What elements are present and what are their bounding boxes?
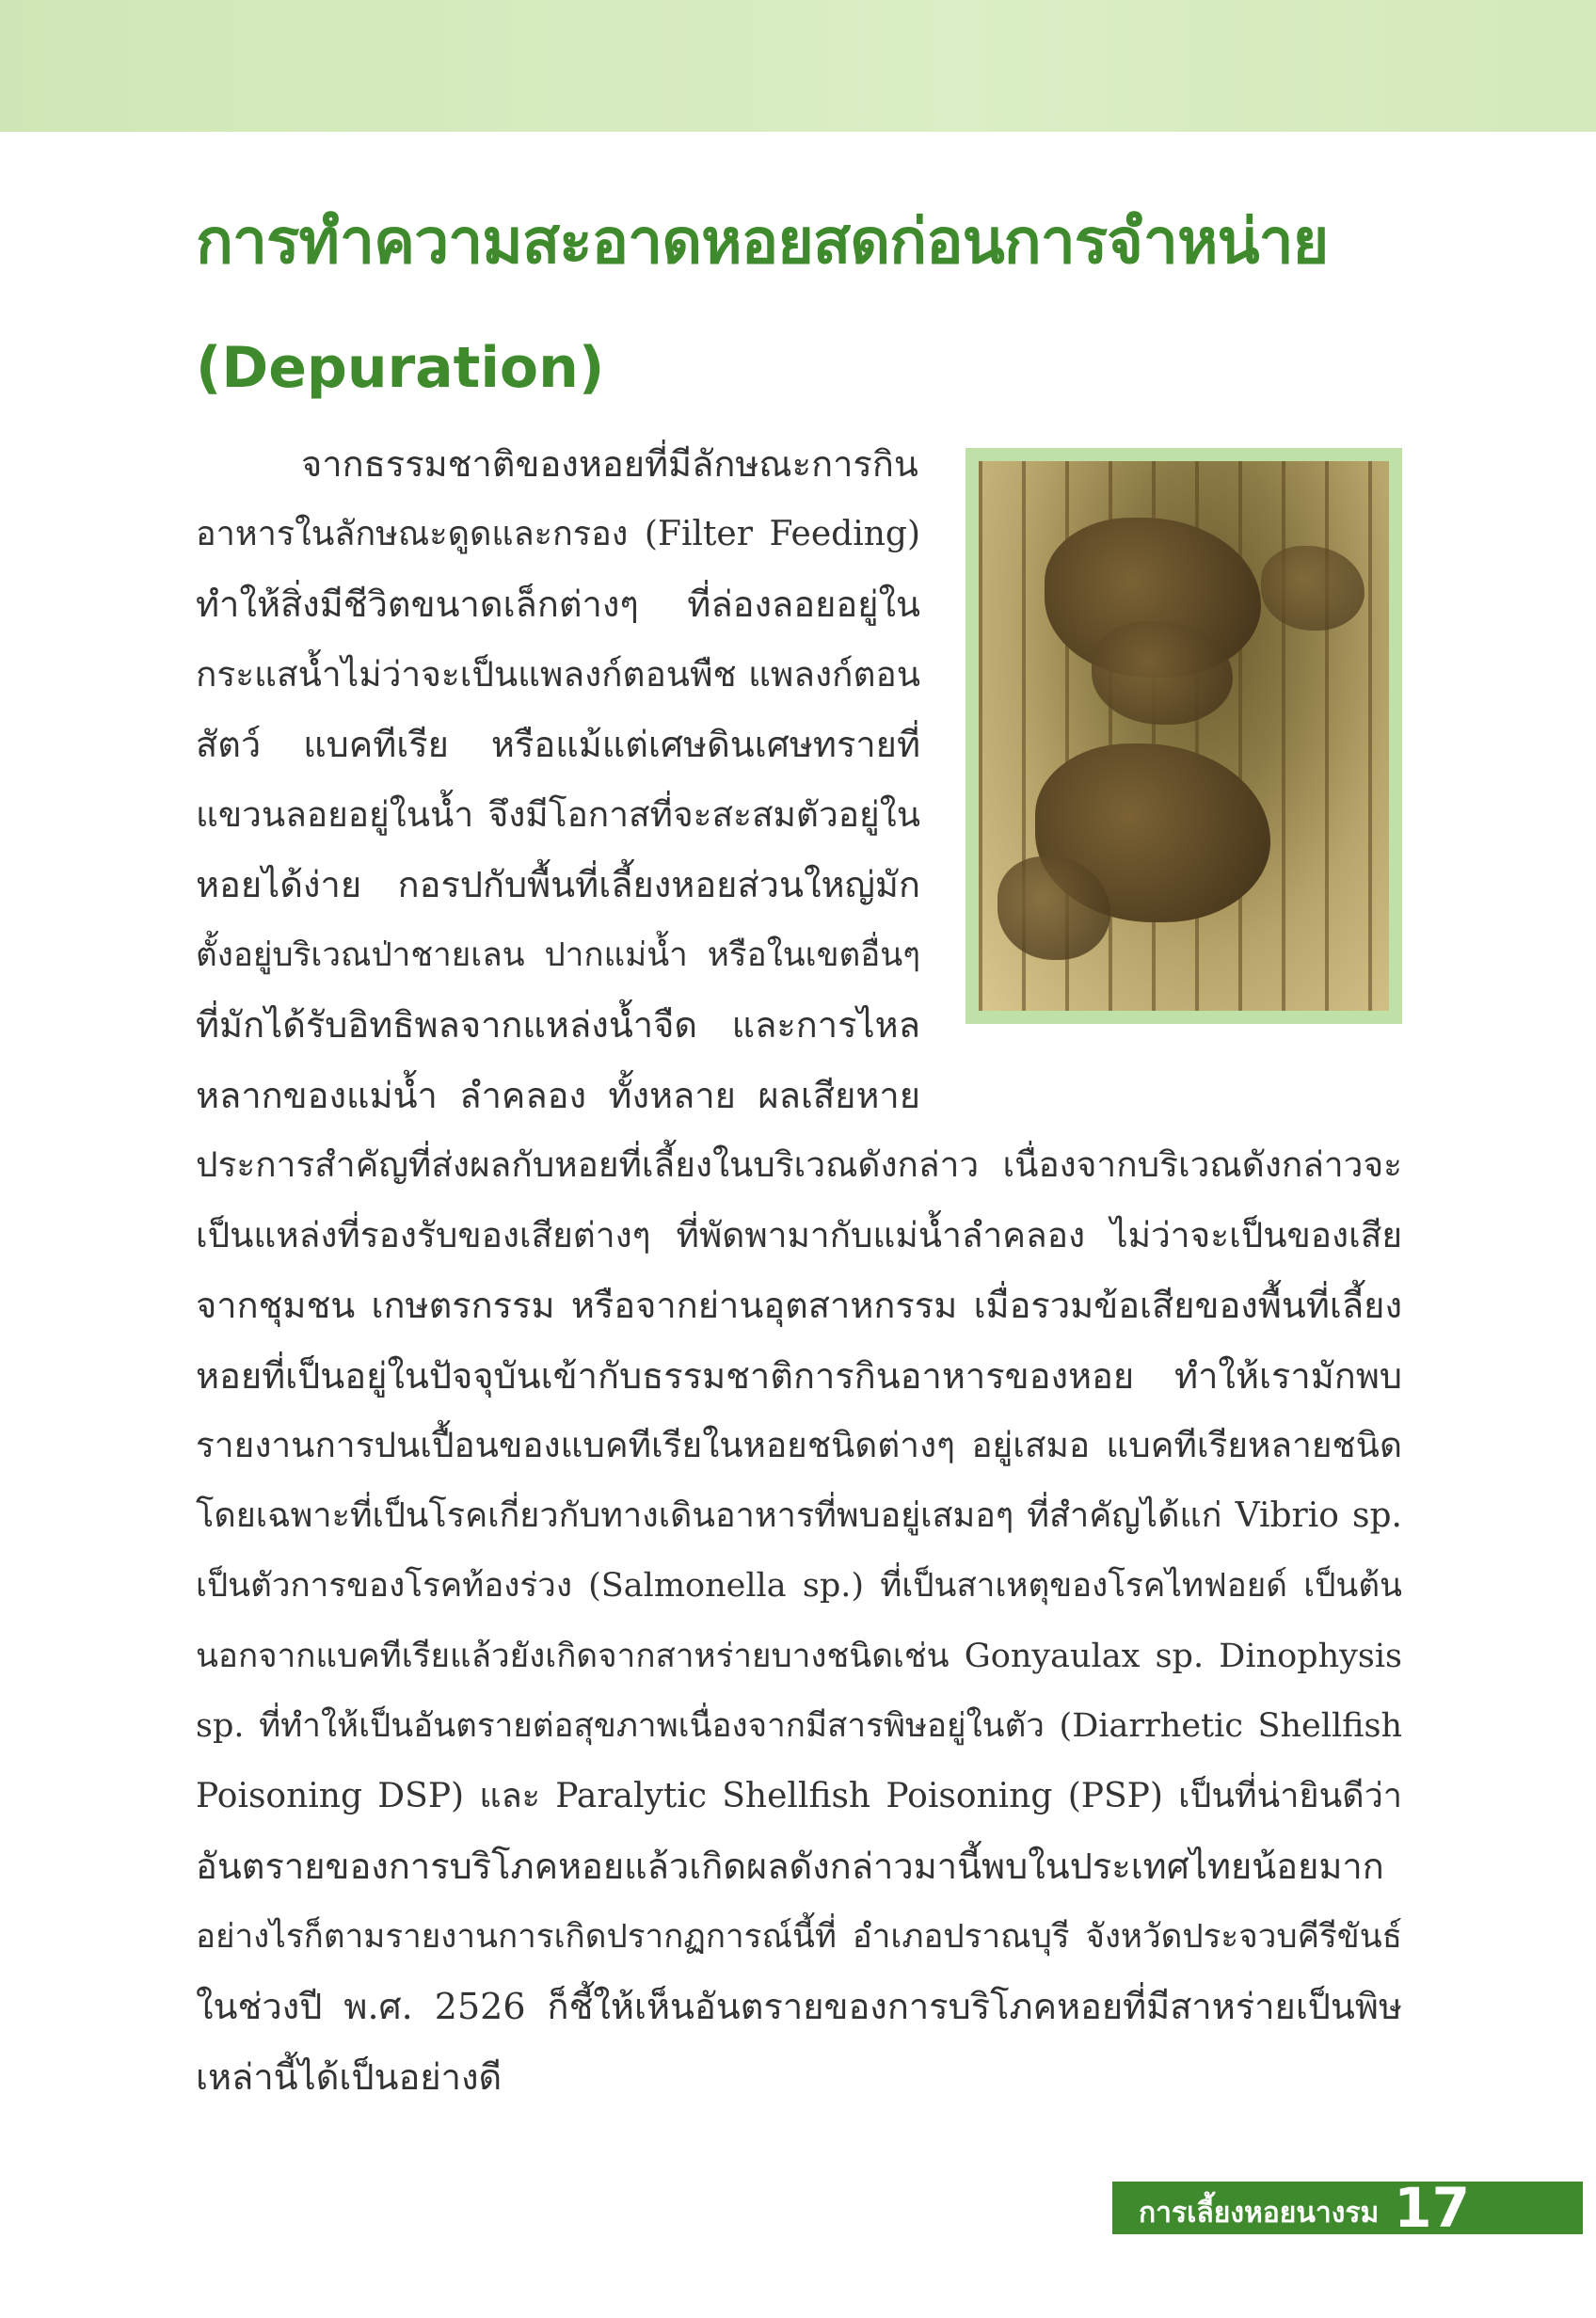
top-color-band bbox=[0, 0, 1596, 132]
page-subtitle: (Depuration) bbox=[196, 335, 605, 401]
text-line: หอยได้ง่าย กอรปกับพื้นที่เลี้ยงหอยส่วนใหญ่มัก bbox=[196, 864, 920, 905]
text-line: รายงานการปนเปื้อนของแบคทีเรียในหอยชนิดต่างๆ อยู่เสมอ แบคทีเรียหลายชนิด bbox=[196, 1425, 1402, 1465]
paragraph-intro bbox=[196, 429, 920, 1130]
text-line: จากชุมชน เกษตรกรรม หรือจากย่านอุตสาหกรรม เมื่อรวมข้อเสียของพื้นที่เลี้ยง bbox=[196, 1285, 1402, 1326]
text-line: ประการสำคัญที่ส่งผลกับหอยที่เลี้ยงในบริเวณดังกล่าว เนื่องจากบริเวณดังกล่าวจะ bbox=[196, 1144, 1402, 1185]
text-line: กระแสน้ำไม่ว่าจะเป็นแพลงก์ตอนพืช แพลงก์ตอน bbox=[196, 653, 920, 695]
text-line: โดยเฉพาะที่เป็นโรคเกี่ยวกับทางเดินอาหารที่พบอยู่เสมอๆ ที่สำคัญได้แก่ Vibrio sp. bbox=[196, 1495, 1402, 1535]
text-line: อันตรายของการบริโภคหอยแล้วเกิดผลดังกล่าวมานี้พบในประเทศไทยน้อยมาก bbox=[196, 1846, 1384, 1887]
text-line: อาหารในลักษณะดูดและกรอง (Filter Feeding) bbox=[196, 514, 920, 553]
text-line: จากธรรมชาติของหอยที่มีลักษณะการกิน bbox=[301, 443, 918, 485]
text-line: ทำให้สิ่งมีชีวิตขนาดเล็กต่างๆ ที่ล่องลอยอยู่ใน bbox=[196, 583, 920, 625]
text-line: เป็นแหล่งที่รองรับของเสียต่างๆ ที่พัดพามากับแม่น้ำลำคลอง ไม่ว่าจะเป็นของเสีย bbox=[196, 1214, 1402, 1255]
page-footer bbox=[1112, 2176, 1583, 2240]
text-line: ที่มักได้รับอิทธิพลจากแหล่งน้ำจืด และการไหล bbox=[196, 1004, 920, 1046]
text-line: หลากของแม่น้ำ ลำคลอง ทั้งหลาย ผลเสียหาย bbox=[196, 1074, 920, 1116]
oyster-cluster-photo bbox=[979, 461, 1389, 1011]
text-line: หอยที่เป็นอยู่ในปัจจุบันเข้ากับธรรมชาติการกินอาหารของหอย ทำให้เรามักพบ bbox=[196, 1354, 1402, 1397]
text-line: เหล่านี้ได้เป็นอย่างดี bbox=[196, 2055, 503, 2098]
text-line: เป็นตัวการของโรคท้องร่วง (Salmonella sp.) ที่เป็นสาเหตุของโรคไทฟอยด์ เป็นต้น bbox=[196, 1567, 1402, 1605]
text-line: อย่างไรก็ตามรายงานการเกิดปรากฏการณ์นี้ที่ อำเภอปราณบุรี จังหวัดประจวบคีรีขันธ์ bbox=[196, 1917, 1402, 1956]
footer-book-title: การเลี้ยงหอยนางรม bbox=[1139, 2197, 1380, 2230]
text-line: sp. ที่ทำให้เป็นอันตรายต่อสุขภาพเนื่องจากมีสารพิษอยู่ในตัว (Diarrhetic Shellfish bbox=[196, 1707, 1402, 1745]
text-line: นอกจากแบคทีเรียแล้วยังเกิดจากสาหร่ายบางชนิดเช่น Gonyaulax sp. Dinophysis bbox=[196, 1637, 1402, 1675]
text-line: ตั้งอยู่บริเวณป่าชายเลน ปากแม่น้ำ หรือในเขตอื่นๆ bbox=[196, 935, 920, 974]
text-line: แขวนลอยอยู่ในน้ำ จึงมีโอกาสที่จะสะสมตัวอยู่ใน bbox=[196, 793, 920, 835]
text-line: ในช่วงปี พ.ศ. 2526 ก็ชี้ให้เห็นอันตรายของการบริโภคหอยที่มีสาหร่ายเป็นพิษ bbox=[196, 1986, 1402, 2027]
text-line: สัตว์ แบคทีเรีย หรือแม้แต่เศษดินเศษทรายที่ bbox=[196, 724, 920, 765]
oyster-photo-frame bbox=[966, 448, 1402, 1024]
paragraph-continued bbox=[196, 1130, 1402, 2112]
page-title: การทำความสะอาดหอยสดก่อนการจำหน่าย bbox=[196, 205, 1329, 278]
text-line: Poisoning DSP) และ Paralytic Shellfish Poisoning (PSP) เป็นที่น่ายินดีว่า bbox=[196, 1776, 1402, 1815]
page-number: 17 bbox=[1394, 2176, 1470, 2240]
